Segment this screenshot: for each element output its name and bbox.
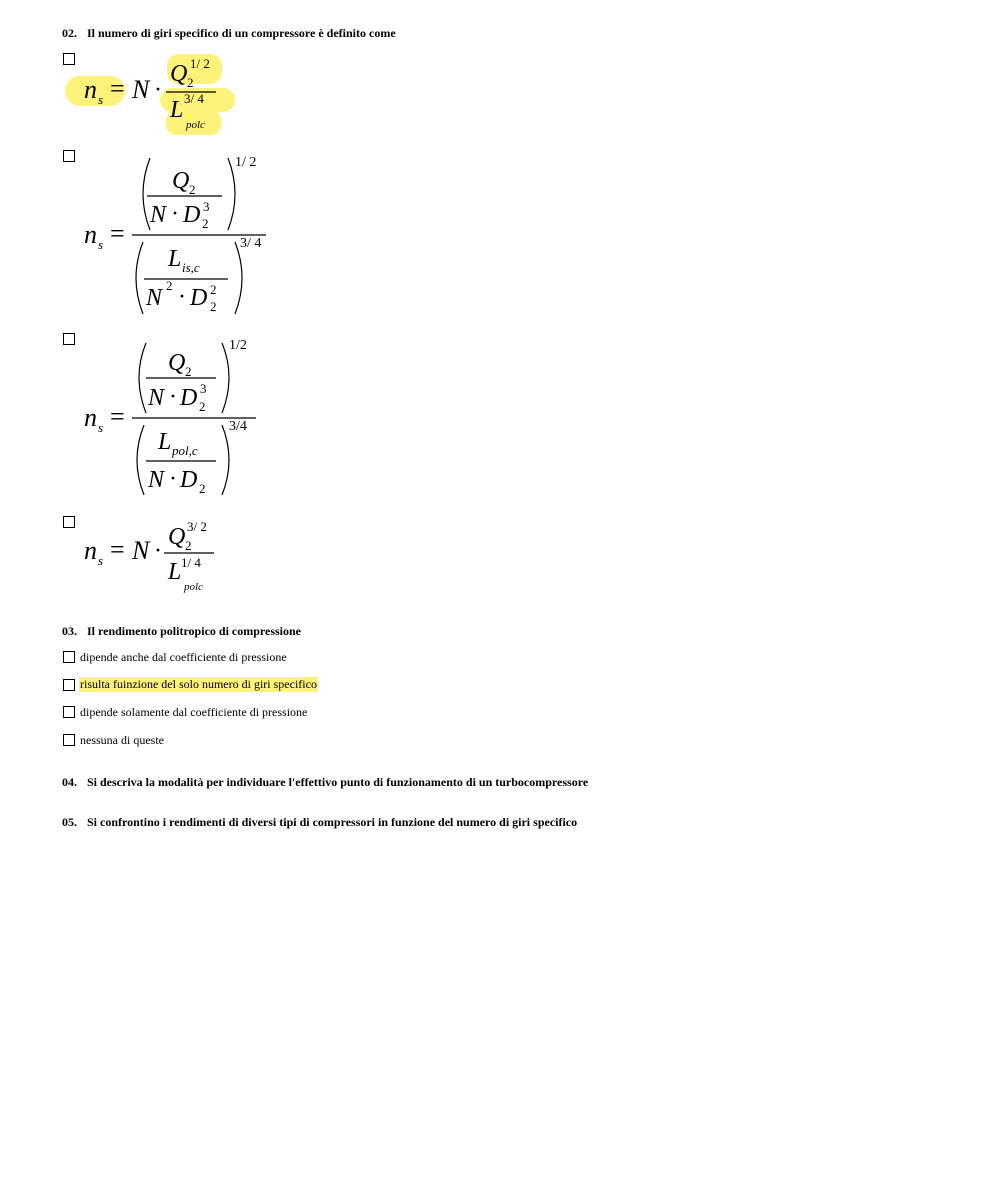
N-symbol: N [148, 467, 165, 493]
question-02-title [62, 26, 396, 41]
dot-operator: · [169, 384, 177, 410]
right-paren [228, 158, 235, 230]
D-symbol: D [180, 385, 198, 411]
n-symbol: n [84, 75, 97, 104]
superscript-3: 3 [200, 381, 207, 396]
equals-sign: = [110, 74, 125, 103]
option-checkbox[interactable] [63, 734, 75, 746]
formula-option-3 [80, 333, 270, 505]
Q-symbol: Q [172, 168, 190, 194]
Q-symbol: Q [168, 524, 186, 550]
Q-symbol: Q [170, 61, 188, 87]
L-symbol: L [168, 246, 182, 272]
equals-sign: = [110, 219, 125, 248]
exponent: 3/ 2 [187, 519, 207, 534]
option-checkbox[interactable] [63, 679, 75, 691]
subscript-2: 2 [199, 481, 206, 496]
equals-sign: = [110, 535, 125, 564]
option-checkbox[interactable] [63, 706, 75, 718]
question-number: 02. [62, 26, 77, 40]
question-text: Si confrontino i rendimenti di diversi tipi di compressori in funzione del numero di giri specifico [87, 815, 578, 829]
N-symbol: N [148, 385, 165, 411]
subscript-polc: polc [186, 119, 205, 131]
exponent: 1/2 [229, 338, 247, 353]
exponent: 3/ 4 [240, 236, 262, 251]
exponent: 3/ 4 [184, 91, 204, 106]
D-symbol: D [180, 467, 198, 493]
subscript-s: s [98, 553, 104, 568]
subscript-s: s [98, 420, 104, 435]
n-symbol: n [84, 536, 97, 565]
question-number: 03. [62, 624, 77, 638]
right-paren [222, 343, 229, 413]
subscript-2: 2 [185, 538, 192, 553]
N-symbol: N [132, 75, 150, 104]
exponent: 1/ 4 [181, 555, 201, 570]
question-text: Si descriva la modalità per individuare l'effettivo punto di funzionamento di un turbocompressore [87, 775, 589, 789]
option-label: dipende solamente dal coefficiente di pressione [80, 705, 308, 719]
subscript-polc: pol,c [172, 443, 198, 458]
question-text: Il rendimento politropico di compressione [87, 624, 302, 638]
exponent: 3/4 [229, 419, 247, 434]
Q-symbol: Q [168, 350, 186, 376]
N-symbol: N [150, 202, 167, 228]
option-label: nessuna di queste [80, 733, 164, 747]
subscript-2: 2 [185, 364, 192, 379]
option-checkbox[interactable] [63, 651, 75, 663]
subscript-2: 2 [202, 216, 209, 231]
n-symbol: n [84, 220, 97, 249]
D-symbol: D [190, 285, 208, 311]
dot-operator: · [171, 201, 179, 227]
left-paren [137, 425, 144, 495]
superscript-3: 3 [203, 199, 210, 214]
left-paren [139, 343, 146, 413]
equals-sign: = [110, 402, 125, 431]
subscript-2: 2 [189, 182, 196, 197]
option-label: dipende anche dal coefficiente di pressione [80, 650, 287, 664]
exponent: 1/ 2 [235, 155, 257, 170]
subscript-isc: is,c [182, 260, 200, 275]
formula-option-1 [60, 50, 260, 145]
right-paren [222, 425, 229, 495]
L-symbol: L [158, 429, 172, 455]
L-symbol: L [170, 97, 184, 123]
subscript-2: 2 [187, 75, 194, 90]
subscript-s: s [98, 92, 104, 107]
option-checkbox[interactable] [63, 333, 75, 345]
subscript-2: 2 [210, 299, 217, 314]
D-symbol: D [183, 202, 201, 228]
left-paren [136, 242, 143, 314]
dot-operator: · [178, 284, 186, 310]
option-label-highlighted: risulta fuinzione del solo numero di giri specifico [80, 677, 317, 691]
question-text: Il numero di giri specifico di un compressore è definito come [87, 26, 396, 40]
superscript-2: 2 [210, 282, 217, 297]
question-number: 04. [62, 775, 77, 789]
L-symbol: L [168, 559, 182, 585]
N-symbol: N [132, 536, 150, 565]
question-03-title [62, 624, 301, 639]
dot-operator: · [154, 538, 162, 564]
subscript-s: s [98, 237, 104, 252]
question-04-title [62, 775, 588, 790]
option-checkbox[interactable] [63, 150, 75, 162]
subscript-2: 2 [199, 399, 206, 414]
dot-operator: · [169, 466, 177, 492]
formula-option-4 [80, 515, 240, 600]
formula-option-2 [80, 148, 280, 320]
left-paren [143, 158, 150, 230]
option-checkbox[interactable] [63, 516, 75, 528]
n-symbol: n [84, 403, 97, 432]
question-number: 05. [62, 815, 77, 829]
right-paren [235, 242, 242, 314]
dot-operator: · [154, 77, 162, 103]
subscript-polc: polc [184, 581, 203, 593]
superscript-2: 2 [166, 278, 173, 293]
exponent: 1/ 2 [190, 56, 210, 71]
N-symbol: N [146, 285, 163, 311]
question-05-title [62, 815, 577, 830]
